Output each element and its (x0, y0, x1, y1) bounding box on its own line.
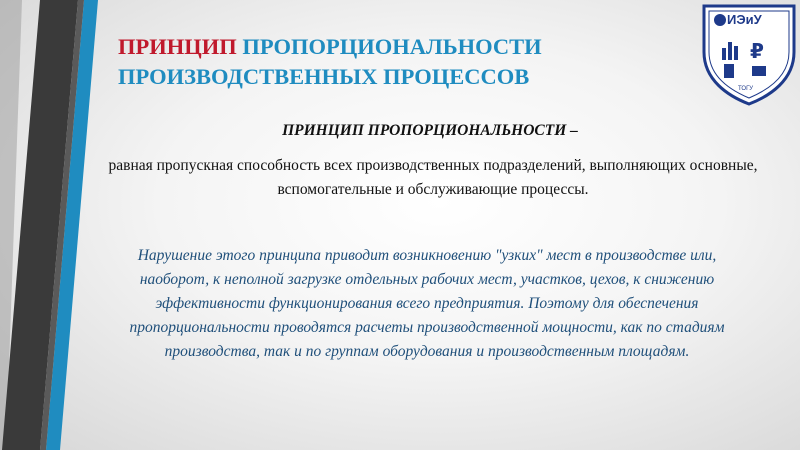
ruble-icon: ₽ (750, 39, 764, 63)
logo-caption: ТОГУ (738, 86, 754, 92)
title-line2: ПРОИЗВОДСТВЕННЫХ ПРОЦЕССОВ (118, 64, 530, 89)
note-text: Нарушение этого принципа приводит возникновению "узких" мест в производстве или, наоборот, к неполной загрузке отдельных рабочих мест, участков, цехов, к снижению эффективности функционирования всего предприятия. Поэтому для обеспечения пропорциональности проводятся расчеты производственной мощности, как по стадиям производства, так и по группам оборудования и производственным площадям. (129, 247, 725, 360)
decorative-stripes (0, 0, 110, 450)
institute-logo (700, 2, 798, 106)
logo-name: ИЭиУ (727, 12, 762, 27)
page-title (118, 32, 678, 92)
definition-text: равная пропускная способность всех производственных подразделений, выполняющих основные, вспомогательные и обслуживающие процессы. (108, 157, 758, 198)
title-accent: ПРИНЦИП (118, 34, 237, 59)
title-rest-line1: ПРОПОРЦИОНАЛЬНОСТИ (242, 34, 542, 59)
definition-heading: ПРИНЦИП ПРОПОРЦИОНАЛЬНОСТИ – (282, 122, 578, 139)
